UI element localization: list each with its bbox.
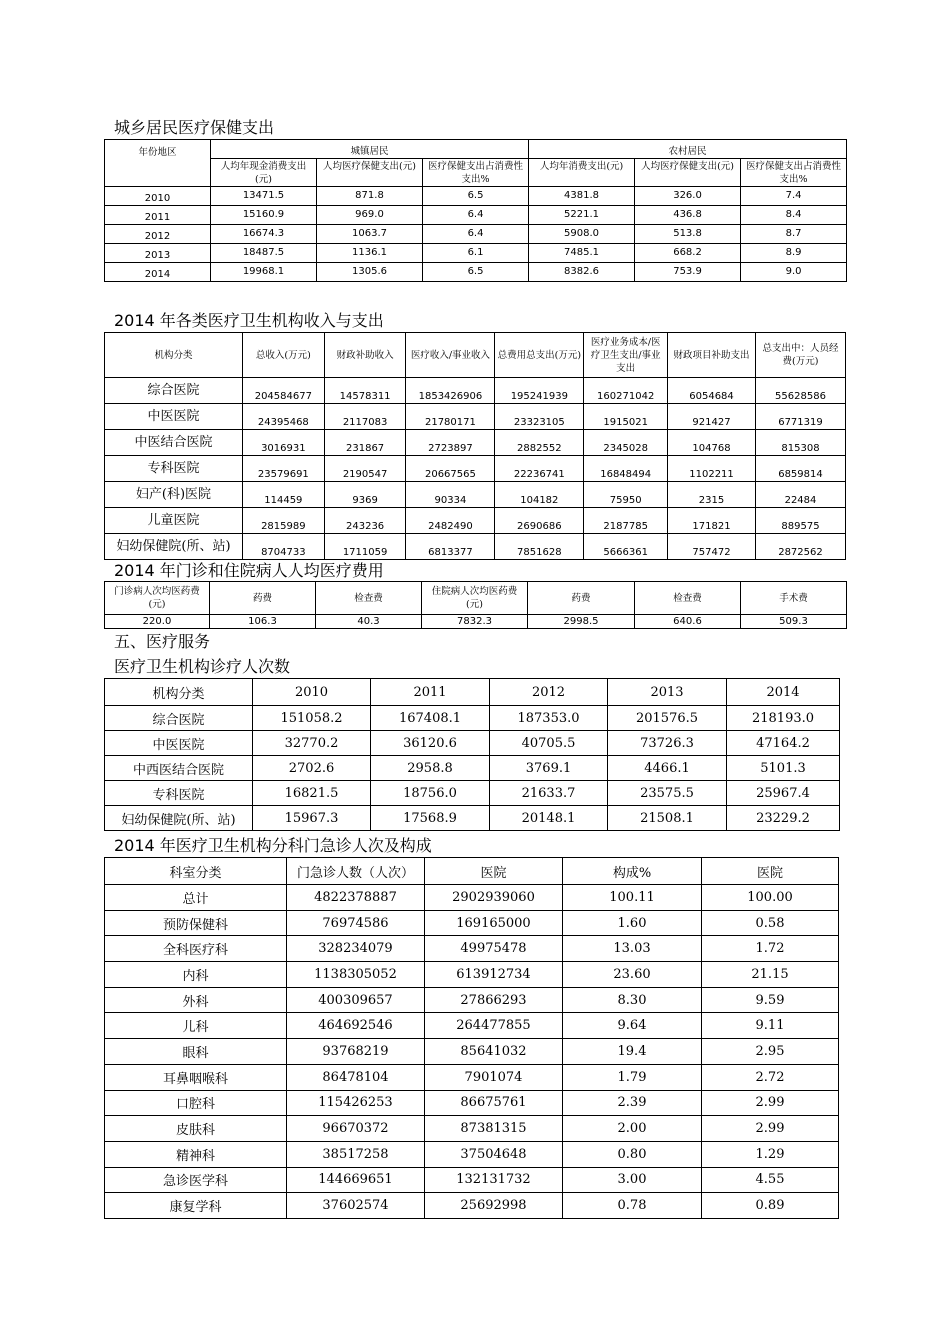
table-row [105, 225, 847, 244]
table-row [105, 706, 840, 731]
rural-group-header: 农村居民 [529, 140, 847, 159]
table-cell: 243236 [324, 508, 406, 534]
table-cell: 6859814 [755, 456, 845, 482]
row-department: 预防保健科 [105, 910, 287, 936]
column-header: 门诊病人次均医药费(元) [105, 582, 210, 615]
table-cell: 264477855 [425, 1013, 563, 1039]
table-row [105, 404, 846, 430]
table-cell: 436.8 [635, 206, 741, 225]
table-cell: 1.72 [702, 936, 839, 962]
table-cell: 2872562 [755, 534, 845, 560]
table-cell: 2998.5 [528, 615, 635, 629]
table-cell: 15967.3 [253, 806, 371, 831]
table-outpatient-by-department [104, 857, 839, 1219]
table-cell: 16821.5 [253, 781, 371, 806]
column-header: 医疗保健支出占消费性支出% [423, 159, 529, 187]
row-institution: 中医医院 [105, 404, 243, 430]
table-cell: 5666361 [584, 534, 668, 560]
table-cell: 32770.2 [253, 731, 371, 756]
table-cell: 96670372 [287, 1116, 425, 1142]
table-cell: 8.30 [563, 987, 702, 1013]
table3-title: 2014 年门诊和住院病人人均医疗费用 [114, 561, 384, 580]
row-year: 2011 [105, 206, 211, 225]
table-cell: 49975478 [425, 936, 563, 962]
table-cell: 85641032 [425, 1039, 563, 1065]
table-cell: 86478104 [287, 1064, 425, 1090]
table-cell: 6.4 [423, 206, 529, 225]
table-cell: 0.80 [563, 1141, 702, 1167]
table-cell: 0.58 [702, 910, 839, 936]
row-institution: 专科医院 [105, 456, 243, 482]
column-header: 医院 [425, 858, 563, 885]
table-cell: 1.60 [563, 910, 702, 936]
table-cell: 3769.1 [490, 756, 608, 781]
table-row [105, 263, 847, 282]
table-cell: 753.9 [635, 263, 741, 282]
table-cell: 19968.1 [211, 263, 317, 282]
table-row [105, 1013, 839, 1039]
table-cell: 73726.3 [608, 731, 727, 756]
table-cell: 815308 [755, 430, 845, 456]
table4-title: 医疗卫生机构诊疗人次数 [114, 657, 291, 676]
table-cell: 7.4 [741, 187, 847, 206]
table-cell: 87381315 [425, 1116, 563, 1142]
table-row [105, 806, 840, 831]
table-cell: 18487.5 [211, 244, 317, 263]
table-cell: 1711059 [324, 534, 406, 560]
row-institution: 综合医院 [105, 706, 253, 731]
column-header: 机构分类 [105, 333, 243, 378]
table-cell: 0.78 [563, 1193, 702, 1219]
column-header: 医疗保健支出占消费性支出% [741, 159, 847, 187]
table-cell: 104768 [668, 430, 756, 456]
table-cell: 204584677 [242, 378, 324, 404]
table-cell: 2958.8 [371, 756, 490, 781]
table-cell: 86675761 [425, 1090, 563, 1116]
column-header: 住院病人次均医药费(元) [422, 582, 528, 615]
table-cell: 21780171 [406, 404, 495, 430]
column-header: 构成% [563, 858, 702, 885]
table-row [105, 756, 840, 781]
table-cell: 23.60 [563, 962, 702, 988]
row-institution: 综合医院 [105, 378, 243, 404]
table-cell: 2.95 [702, 1039, 839, 1065]
table-cell: 201576.5 [608, 706, 727, 731]
table-cell: 167408.1 [371, 706, 490, 731]
table-row [105, 456, 846, 482]
table-cell: 4.55 [702, 1167, 839, 1193]
column-header: 人均年消费支出(元) [529, 159, 635, 187]
table-cell: 76974586 [287, 910, 425, 936]
table-cell: 100.00 [702, 885, 839, 911]
table-cell: 144669651 [287, 1167, 425, 1193]
table-per-capita-medical-cost [104, 581, 847, 629]
table-cell: 90334 [406, 482, 495, 508]
row-department: 儿科 [105, 1013, 287, 1039]
table-cell: 2482490 [406, 508, 495, 534]
table-cell: 7851628 [495, 534, 584, 560]
column-header: 2010 [253, 679, 371, 706]
table-cell: 55628586 [755, 378, 845, 404]
table-cell: 22236741 [495, 456, 584, 482]
table-cell: 2190547 [324, 456, 406, 482]
table-cell: 6054684 [668, 378, 756, 404]
column-header: 科室分类 [105, 858, 287, 885]
column-header: 手术费 [741, 582, 847, 615]
table-cell: 24395468 [242, 404, 324, 430]
table-cell: 7901074 [425, 1064, 563, 1090]
table-cell: 3016931 [242, 430, 324, 456]
table-cell: 5221.1 [529, 206, 635, 225]
column-header: 门急诊人数（人次） [287, 858, 425, 885]
table-cell: 25967.4 [727, 781, 840, 806]
table-cell: 4822378887 [287, 885, 425, 911]
table-cell: 6813377 [406, 534, 495, 560]
row-department: 眼科 [105, 1039, 287, 1065]
table-cell: 1305.6 [317, 263, 423, 282]
table-cell: 2187785 [584, 508, 668, 534]
table-cell: 104182 [495, 482, 584, 508]
column-header: 医院 [702, 858, 839, 885]
table-cell: 1.29 [702, 1141, 839, 1167]
row-institution: 中西医结合医院 [105, 756, 253, 781]
column-header: 人均医疗保健支出(元) [635, 159, 741, 187]
column-header: 人均年现金消费支出(元) [211, 159, 317, 187]
row-institution: 中医结合医院 [105, 430, 243, 456]
table-cell: 22484 [755, 482, 845, 508]
row-year: 2014 [105, 263, 211, 282]
table-cell: 13471.5 [211, 187, 317, 206]
row-department: 耳鼻咽喉科 [105, 1064, 287, 1090]
column-header: 2013 [608, 679, 727, 706]
table-cell: 218193.0 [727, 706, 840, 731]
table-cell: 220.0 [105, 615, 210, 629]
table-cell: 969.0 [317, 206, 423, 225]
table-cell: 8704733 [242, 534, 324, 560]
table-cell: 75950 [584, 482, 668, 508]
column-header: 2014 [727, 679, 840, 706]
column-header: 检查费 [316, 582, 422, 615]
table-cell: 4466.1 [608, 756, 727, 781]
table-cell: 114459 [242, 482, 324, 508]
table-cell: 36120.6 [371, 731, 490, 756]
table-cell: 100.11 [563, 885, 702, 911]
table-cell: 132131732 [425, 1167, 563, 1193]
table-cell: 5101.3 [727, 756, 840, 781]
table-row [105, 936, 839, 962]
table-cell: 37602574 [287, 1193, 425, 1219]
table-row [105, 1039, 839, 1065]
table-cell: 37504648 [425, 1141, 563, 1167]
table-cell: 889575 [755, 508, 845, 534]
table-row [105, 1064, 839, 1090]
corner-header: 年份地区 [105, 140, 211, 187]
table-row [105, 910, 839, 936]
table-cell: 9369 [324, 482, 406, 508]
table-cell: 613912734 [425, 962, 563, 988]
table-cell: 6771319 [755, 404, 845, 430]
table-row [105, 187, 847, 206]
table-cell: 4381.8 [529, 187, 635, 206]
row-department: 口腔科 [105, 1090, 287, 1116]
table-cell: 871.8 [317, 187, 423, 206]
table-cell: 14578311 [324, 378, 406, 404]
column-header: 财政项目补助支出 [668, 333, 756, 378]
table-cell: 9.0 [741, 263, 847, 282]
table-cell: 6.5 [423, 187, 529, 206]
table-cell: 25692998 [425, 1193, 563, 1219]
table-cell: 2.39 [563, 1090, 702, 1116]
column-header: 总收入(万元) [242, 333, 324, 378]
table-cell: 160271042 [584, 378, 668, 404]
row-department: 内科 [105, 962, 287, 988]
table-cell: 17568.9 [371, 806, 490, 831]
table-cell: 668.2 [635, 244, 741, 263]
urban-group-header: 城镇居民 [211, 140, 529, 159]
table-cell: 400309657 [287, 987, 425, 1013]
table-cell: 2117083 [324, 404, 406, 430]
table-cell: 6.1 [423, 244, 529, 263]
table-cell: 1063.7 [317, 225, 423, 244]
column-header: 人均医疗保健支出(元) [317, 159, 423, 187]
row-year: 2012 [105, 225, 211, 244]
table-row [105, 508, 846, 534]
row-year: 2010 [105, 187, 211, 206]
table-row [105, 781, 840, 806]
row-department: 皮肤科 [105, 1116, 287, 1142]
table-cell: 757472 [668, 534, 756, 560]
table-cell: 2902939060 [425, 885, 563, 911]
table-cell: 5908.0 [529, 225, 635, 244]
row-department: 急诊医学科 [105, 1167, 287, 1193]
table5-title: 2014 年医疗卫生机构分科门急诊人次及构成 [114, 836, 432, 855]
table-cell: 169165000 [425, 910, 563, 936]
table-cell: 1915021 [584, 404, 668, 430]
table-row [105, 482, 846, 508]
row-department: 精神科 [105, 1141, 287, 1167]
table-cell: 151058.2 [253, 706, 371, 731]
table-cell: 2.72 [702, 1064, 839, 1090]
table-cell: 40705.5 [490, 731, 608, 756]
table-cell: 187353.0 [490, 706, 608, 731]
table-cell: 1853426906 [406, 378, 495, 404]
table-cell: 231867 [324, 430, 406, 456]
table-cell: 15160.9 [211, 206, 317, 225]
table-cell: 23579691 [242, 456, 324, 482]
table-cell: 326.0 [635, 187, 741, 206]
table-cell: 40.3 [316, 615, 422, 629]
section-title: 五、医疗服务 [114, 632, 211, 651]
table-row [105, 378, 846, 404]
row-institution: 妇幼保健院(所、站) [105, 534, 243, 560]
table-cell: 18756.0 [371, 781, 490, 806]
table-row [105, 1141, 839, 1167]
table-row [105, 885, 839, 911]
table-cell: 8.9 [741, 244, 847, 263]
table-cell: 27866293 [425, 987, 563, 1013]
table-cell: 19.4 [563, 1039, 702, 1065]
table-cell: 7832.3 [422, 615, 528, 629]
table-row [105, 1090, 839, 1116]
table-visits-by-institution [104, 678, 840, 831]
column-header: 医疗业务成本/医疗卫生支出/事业支出 [584, 333, 668, 378]
table-cell: 2882552 [495, 430, 584, 456]
table-cell: 1.79 [563, 1064, 702, 1090]
table-cell: 1138305052 [287, 962, 425, 988]
table-cell: 2.00 [563, 1116, 702, 1142]
table-row [105, 1167, 839, 1193]
column-header: 机构分类 [105, 679, 253, 706]
row-institution: 中医医院 [105, 731, 253, 756]
row-department: 外科 [105, 987, 287, 1013]
table-cell: 2702.6 [253, 756, 371, 781]
table-urban-rural-medical-expense [104, 139, 847, 282]
table-row [105, 244, 847, 263]
row-institution: 专科医院 [105, 781, 253, 806]
row-department: 总计 [105, 885, 287, 911]
table-institution-income-expense [104, 332, 846, 560]
table-cell: 509.3 [741, 615, 847, 629]
table-cell: 513.8 [635, 225, 741, 244]
table-cell: 6.5 [423, 263, 529, 282]
row-department: 全科医疗科 [105, 936, 287, 962]
table-cell: 38517258 [287, 1141, 425, 1167]
table-cell: 20148.1 [490, 806, 608, 831]
table-row [105, 1193, 839, 1219]
table-cell: 9.64 [563, 1013, 702, 1039]
table-cell: 16674.3 [211, 225, 317, 244]
table-cell: 21633.7 [490, 781, 608, 806]
table-cell: 115426253 [287, 1090, 425, 1116]
row-institution: 儿童医院 [105, 508, 243, 534]
table-cell: 2345028 [584, 430, 668, 456]
table-cell: 8.7 [741, 225, 847, 244]
table-cell: 171821 [668, 508, 756, 534]
table-cell: 21.15 [702, 962, 839, 988]
table-cell: 6.4 [423, 225, 529, 244]
table-cell: 2315 [668, 482, 756, 508]
table-cell: 2723897 [406, 430, 495, 456]
table-cell: 464692546 [287, 1013, 425, 1039]
table-cell: 640.6 [635, 615, 741, 629]
table-cell: 2.99 [702, 1116, 839, 1142]
table-cell: 20667565 [406, 456, 495, 482]
table-cell: 2.99 [702, 1090, 839, 1116]
table-cell: 3.00 [563, 1167, 702, 1193]
table-cell: 93768219 [287, 1039, 425, 1065]
table-row [105, 534, 846, 560]
table-cell: 23229.2 [727, 806, 840, 831]
table-cell: 106.3 [210, 615, 316, 629]
table-cell: 1136.1 [317, 244, 423, 263]
column-header: 2011 [371, 679, 490, 706]
table-row [105, 987, 839, 1013]
table-cell: 8382.6 [529, 263, 635, 282]
table-cell: 21508.1 [608, 806, 727, 831]
column-header: 总费用总支出(万元) [495, 333, 584, 378]
table-cell: 0.89 [702, 1193, 839, 1219]
table-cell: 1102211 [668, 456, 756, 482]
row-institution: 妇幼保健院(所、站) [105, 806, 253, 831]
table-cell: 7485.1 [529, 244, 635, 263]
table-cell: 9.59 [702, 987, 839, 1013]
table-cell: 23323105 [495, 404, 584, 430]
table-cell: 328234079 [287, 936, 425, 962]
column-header: 总支出中：人员经费(万元) [755, 333, 845, 378]
table-cell: 16848494 [584, 456, 668, 482]
row-institution: 妇产(科)医院 [105, 482, 243, 508]
table-row [105, 1116, 839, 1142]
table-row [105, 962, 839, 988]
row-department: 康复学科 [105, 1193, 287, 1219]
column-header: 财政补助收入 [324, 333, 406, 378]
table-cell: 195241939 [495, 378, 584, 404]
table-cell: 23575.5 [608, 781, 727, 806]
table-row [105, 731, 840, 756]
row-year: 2013 [105, 244, 211, 263]
table-row [105, 430, 846, 456]
table-cell: 47164.2 [727, 731, 840, 756]
table-cell: 921427 [668, 404, 756, 430]
column-header: 药费 [210, 582, 316, 615]
column-header: 医疗收入/事业收入 [406, 333, 495, 378]
table1-title: 城乡居民医疗保健支出 [114, 118, 275, 137]
table-cell: 2690686 [495, 508, 584, 534]
table2-title: 2014 年各类医疗卫生机构收入与支出 [114, 311, 384, 330]
table-row [105, 206, 847, 225]
table-cell: 2815989 [242, 508, 324, 534]
column-header: 药费 [528, 582, 635, 615]
table-cell: 8.4 [741, 206, 847, 225]
column-header: 检查费 [635, 582, 741, 615]
column-header: 2012 [490, 679, 608, 706]
table-cell: 13.03 [563, 936, 702, 962]
table-cell: 9.11 [702, 1013, 839, 1039]
